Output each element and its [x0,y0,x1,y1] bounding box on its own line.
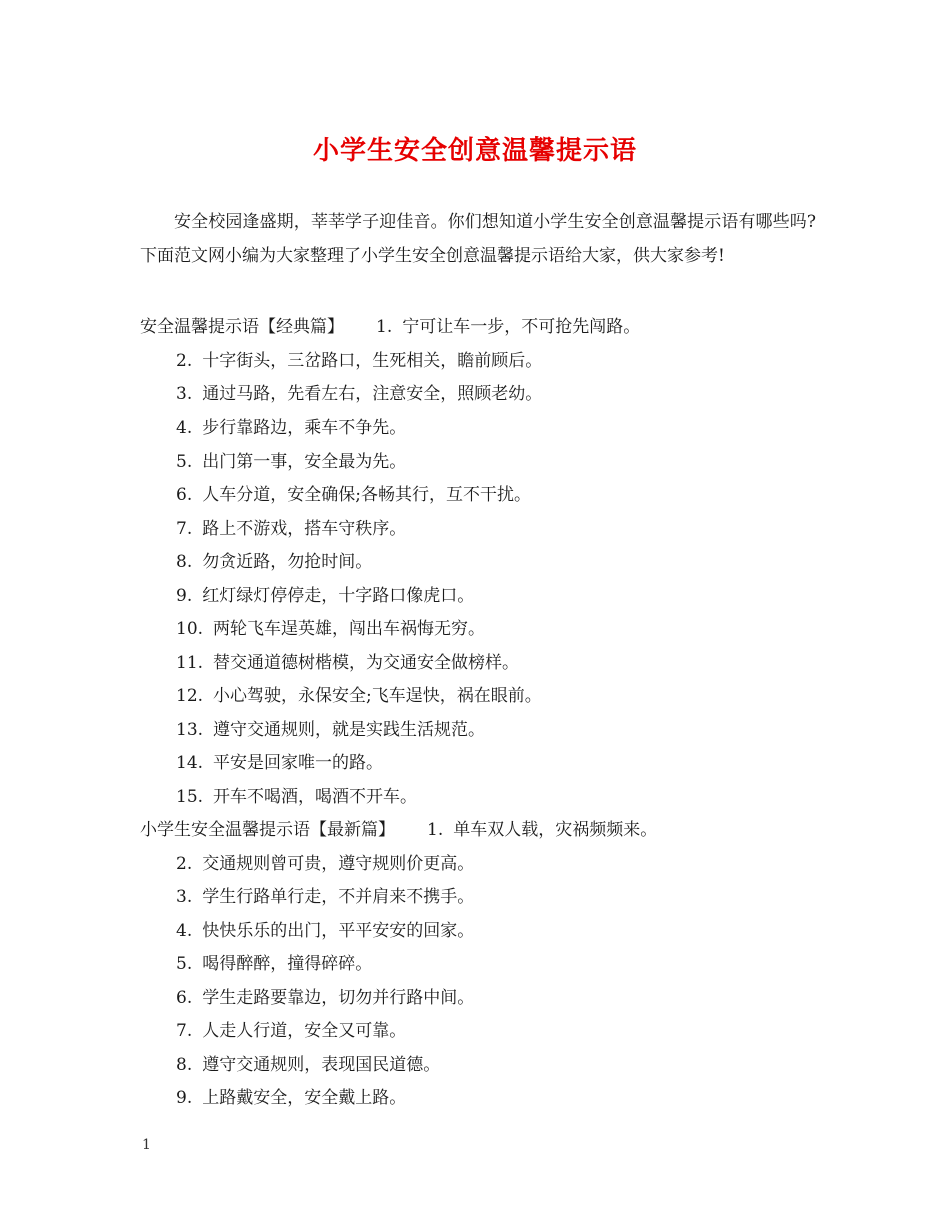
list-item-text: 人车分道，安全确保;各畅其行，互不干扰。 [202,485,531,505]
list-item-number: 3. [176,887,193,907]
list-item-text: 替交通道德树楷模，为交通安全做榜样。 [213,653,520,673]
list-item [176,987,474,1009]
document-title: 小学生安全创意温馨提示语 [312,136,637,166]
list-item-text: 红灯绿灯停停走，十字路口像虎口。 [202,586,475,606]
list-item [176,451,406,473]
list-item-number: 11. [176,653,204,673]
list-item [176,585,474,607]
list-item [176,1087,406,1109]
list-item-text: 步行靠路边，乘车不争先。 [202,418,407,438]
list-item [176,786,417,808]
list-item [176,350,542,372]
list-item-number: 6. [176,988,193,1008]
list-item-text: 出门第一事，安全最为先。 [202,452,407,472]
list-item-text: 交通规则曾可贵，遵守规则价更高。 [202,854,475,874]
list-item [176,417,406,439]
list-item-number: 7. [176,519,193,539]
list-item-text: 开车不喝酒，喝酒不开车。 [213,787,418,807]
list-item-number: 12. [176,686,204,706]
list-item-number: 5. [176,452,193,472]
list-item [176,719,485,741]
list-item [176,618,485,640]
list-item-text: 路上不游戏，搭车守秩序。 [202,519,407,539]
list-item-number: 15. [176,787,204,807]
list-item [176,752,383,774]
list-item-text: 小心驾驶，永保安全;飞车逞快，祸在眼前。 [213,686,542,706]
list-item-text: 喝得醉醉，撞得碎碎。 [202,954,373,974]
list-item-text: 十字街头，三岔路口，生死相关，瞻前顾后。 [202,351,543,371]
list-item-number: 8. [176,1055,193,1075]
list-item [176,685,542,707]
list-item-text: 遵守交通规则，就是实践生活规范。 [213,720,486,740]
list-item-number: 6. [176,485,193,505]
section-heading-line [140,819,657,841]
list-item-number: 14. [176,753,204,773]
list-item [176,518,406,540]
intro-paragraph: 安全校园逢盛期，莘莘学子迎佳音。你们想知道小学生安全创意温馨提示语有哪些吗?下面范文网小编为大家整理了小学生安全创意温馨提示语给大家，供大家参考! [140,212,816,266]
list-item-number: 2. [176,351,193,371]
list-item-text: 学生行路单行走，不并肩来不携手。 [202,887,475,907]
list-item-text: 快快乐乐的出门，平平安安的回家。 [202,921,475,941]
list-item-text: 人走人行道，安全又可靠。 [202,1021,407,1041]
list-item-number: 1. [376,317,393,337]
list-item-text: 单车双人载，灾祸频频来。 [453,820,658,840]
list-item [176,383,542,405]
list-item-text: 宁可让车一步，不可抢先闯路。 [402,317,641,337]
list-item-text: 上路戴安全，安全戴上路。 [202,1088,407,1108]
list-item [176,953,372,975]
list-item-text: 勿贪近路，勿抢时间。 [202,552,373,572]
list-item [176,920,474,942]
page-number: 1 [142,1137,151,1153]
list-item-text: 遵守交通规则，表现国民道德。 [202,1055,441,1075]
list-item [176,652,519,674]
list-item [176,1054,440,1076]
list-item-number: 9. [176,586,193,606]
list-item [176,853,474,875]
list-item-number: 10. [176,619,204,639]
list-item-number: 4. [176,418,193,438]
list-item-number: 7. [176,1021,193,1041]
list-item-text: 通过马路，先看左右，注意安全，照顾老幼。 [202,384,543,404]
list-item [176,886,474,908]
list-item-text: 两轮飞车逞英雄，闯出车祸悔无穷。 [213,619,486,639]
list-item-number: 13. [176,720,204,740]
list-item-number: 8. [176,552,193,572]
section-heading-line [140,316,640,338]
list-item-number: 9. [176,1088,193,1108]
list-item-number: 5. [176,954,193,974]
list-item-number: 2. [176,854,193,874]
list-item-number: 4. [176,921,193,941]
section-heading: 小学生安全温馨提示语【最新篇】 [140,820,395,840]
list-item-number: 3. [176,384,193,404]
list-item [176,484,531,506]
list-item [176,1020,406,1042]
list-item-text: 学生走路要靠边，切勿并行路中间。 [202,988,475,1008]
list-item [176,551,372,573]
list-item-number: 1. [427,820,444,840]
list-item-text: 平安是回家唯一的路。 [213,753,384,773]
section-heading: 安全温馨提示语【经典篇】 [140,317,344,337]
